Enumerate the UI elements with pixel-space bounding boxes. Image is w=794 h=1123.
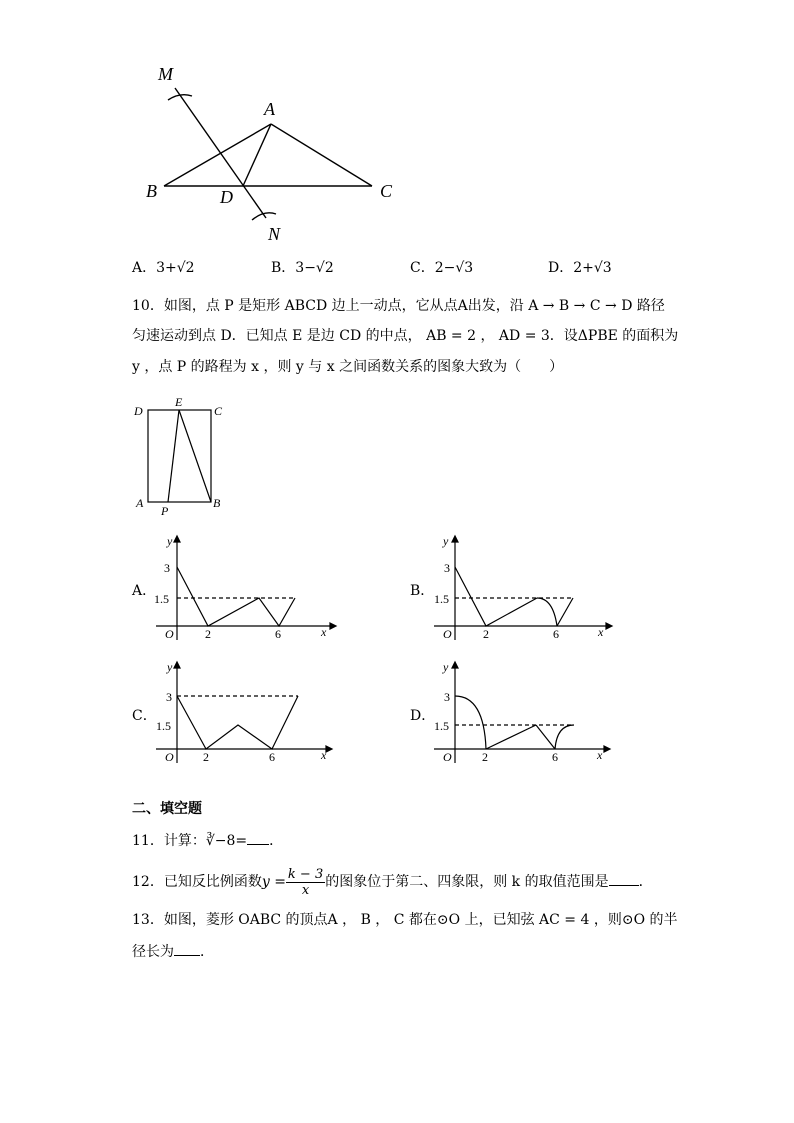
arc-mark-M: [168, 95, 192, 100]
tick-2: 2: [203, 750, 209, 764]
graph-d[interactable]: [428, 658, 618, 773]
tick-3: 3: [166, 690, 172, 704]
q13-answer-blank[interactable]: [174, 941, 200, 956]
label-rect-A: A: [136, 496, 144, 510]
origin-label: O: [165, 750, 174, 764]
label-N: N: [268, 224, 281, 244]
graph-b-label[interactable]: B．: [410, 583, 435, 599]
q9-option-d[interactable]: D．2+√3: [548, 260, 612, 276]
tick-3: 3: [444, 690, 450, 704]
q11: 11．计算：∛−8= ．: [132, 830, 283, 851]
q9-option-c[interactable]: C．2−√3: [410, 260, 474, 276]
q10-line-1: 10．如图，点 P 是矩形 ABCD 边上一动点，它从点A出发，沿 A → B → C → D 路径: [132, 298, 665, 314]
label-rect-P: P: [161, 504, 169, 518]
x-label: x: [598, 625, 604, 639]
graph-curve: [455, 567, 537, 626]
tick-2: 2: [483, 627, 489, 641]
tick-6: 6: [275, 627, 281, 641]
x-label: x: [597, 748, 603, 762]
tick-6: 6: [269, 750, 275, 764]
q12-suffix: 的图象位于第二、四象限，则 k 的取值范围是: [325, 874, 609, 890]
label-B: B: [146, 181, 157, 201]
tick-3: 3: [164, 561, 170, 575]
q11-answer-blank[interactable]: [247, 830, 269, 845]
q12-fraction: [286, 867, 325, 898]
graph-segment: [486, 725, 536, 749]
q13-line-1: 13．如图，菱形 OABC 的顶点A ， B ， C 都在⊙O 上，已知弦 AC = 4 ，则⊙O 的半: [132, 912, 678, 928]
q10-line-2: 匀速运动到点 D．已知点 E 是边 CD 的中点， AB = 2 ， AD = 3．设ΔPBE 的面积为: [132, 328, 679, 344]
q10-line-3: y ，点 P 的路程为 x ，则 y 与 x 之间函数关系的图象大致为（ ）: [132, 359, 564, 375]
label-C: C: [380, 181, 393, 201]
label-rect-B: B: [213, 496, 221, 510]
segment-BA: [164, 124, 271, 186]
y-label: y: [167, 660, 173, 674]
x-arrow: [604, 746, 610, 752]
segment-AD: [243, 124, 271, 186]
label-M: M: [158, 64, 173, 84]
arc-mark-N: [252, 213, 276, 220]
y-label: y: [443, 660, 449, 674]
graph-a[interactable]: [150, 532, 340, 647]
q12-answer-blank[interactable]: [609, 871, 639, 886]
rect-ABCD: [148, 410, 211, 502]
graph-curve: [177, 567, 295, 626]
q13-line-2: 径长为 ．: [132, 941, 214, 962]
q11-equals: =: [235, 833, 248, 849]
q11-radical: ∛−8: [205, 833, 236, 849]
label-rect-D: D: [134, 404, 143, 418]
graph-segment-2: [536, 725, 555, 749]
tick-6: 6: [552, 750, 558, 764]
q10-rectangle-figure: [130, 395, 230, 520]
label-D: D: [220, 187, 233, 207]
graph-arc: [537, 598, 557, 626]
label-A: A: [264, 99, 275, 119]
label-rect-E: E: [175, 395, 183, 409]
q12: 12．已知反比例函数y = $\frac{k - 3}{x}$ 的图象位于第二、四象限，则 k 的取值范围是 ．: [132, 866, 653, 898]
tick-1-5: 1.5: [156, 719, 171, 733]
q9-figure: [140, 58, 410, 248]
q12-yeq: y =: [261, 874, 286, 890]
x-arrow: [606, 623, 612, 629]
y-arrow: [452, 662, 458, 668]
q12-prefix: 12．已知反比例函数: [132, 874, 262, 890]
tick-2: 2: [482, 750, 488, 764]
tick-2: 2: [205, 627, 211, 641]
graph-arc-1: [455, 696, 486, 749]
tick-1-5: 1.5: [434, 592, 449, 606]
y-label: y: [443, 534, 449, 548]
graph-b[interactable]: [428, 532, 618, 647]
graph-c-label[interactable]: C．: [132, 708, 157, 724]
origin-label: O: [443, 750, 452, 764]
tick-1-5: 1.5: [154, 592, 169, 606]
graph-a-label[interactable]: A．: [132, 583, 157, 599]
segment-AC: [271, 124, 372, 186]
graph-arc-2: [555, 725, 574, 749]
tick-1-5: 1.5: [434, 719, 449, 733]
tick-6: 6: [553, 627, 559, 641]
origin-label: O: [165, 627, 174, 641]
graph-curve: [177, 696, 298, 749]
graph-d-label[interactable]: D．: [410, 708, 436, 724]
origin-label: O: [443, 627, 452, 641]
label-rect-C: C: [214, 404, 223, 418]
graph-c[interactable]: [150, 658, 340, 773]
segment-PE: [168, 410, 179, 502]
y-arrow: [174, 536, 180, 542]
y-arrow: [174, 662, 180, 668]
graph-segment: [557, 598, 573, 626]
segment-EB: [179, 410, 211, 502]
q9-option-a[interactable]: A．3+√2: [132, 260, 195, 276]
section-2-title: 二、填空题: [132, 801, 202, 817]
q12-denominator: x: [301, 882, 310, 898]
x-label: x: [321, 748, 327, 762]
tick-3: 3: [444, 561, 450, 575]
q9-option-b[interactable]: B．3−√2: [271, 260, 334, 276]
x-label: x: [321, 625, 327, 639]
x-arrow: [330, 623, 336, 629]
x-arrow: [326, 746, 332, 752]
q12-numerator: k − 3: [287, 866, 324, 882]
y-label: y: [167, 534, 173, 548]
q11-prefix: 11．计算：: [132, 833, 206, 849]
y-arrow: [452, 536, 458, 542]
